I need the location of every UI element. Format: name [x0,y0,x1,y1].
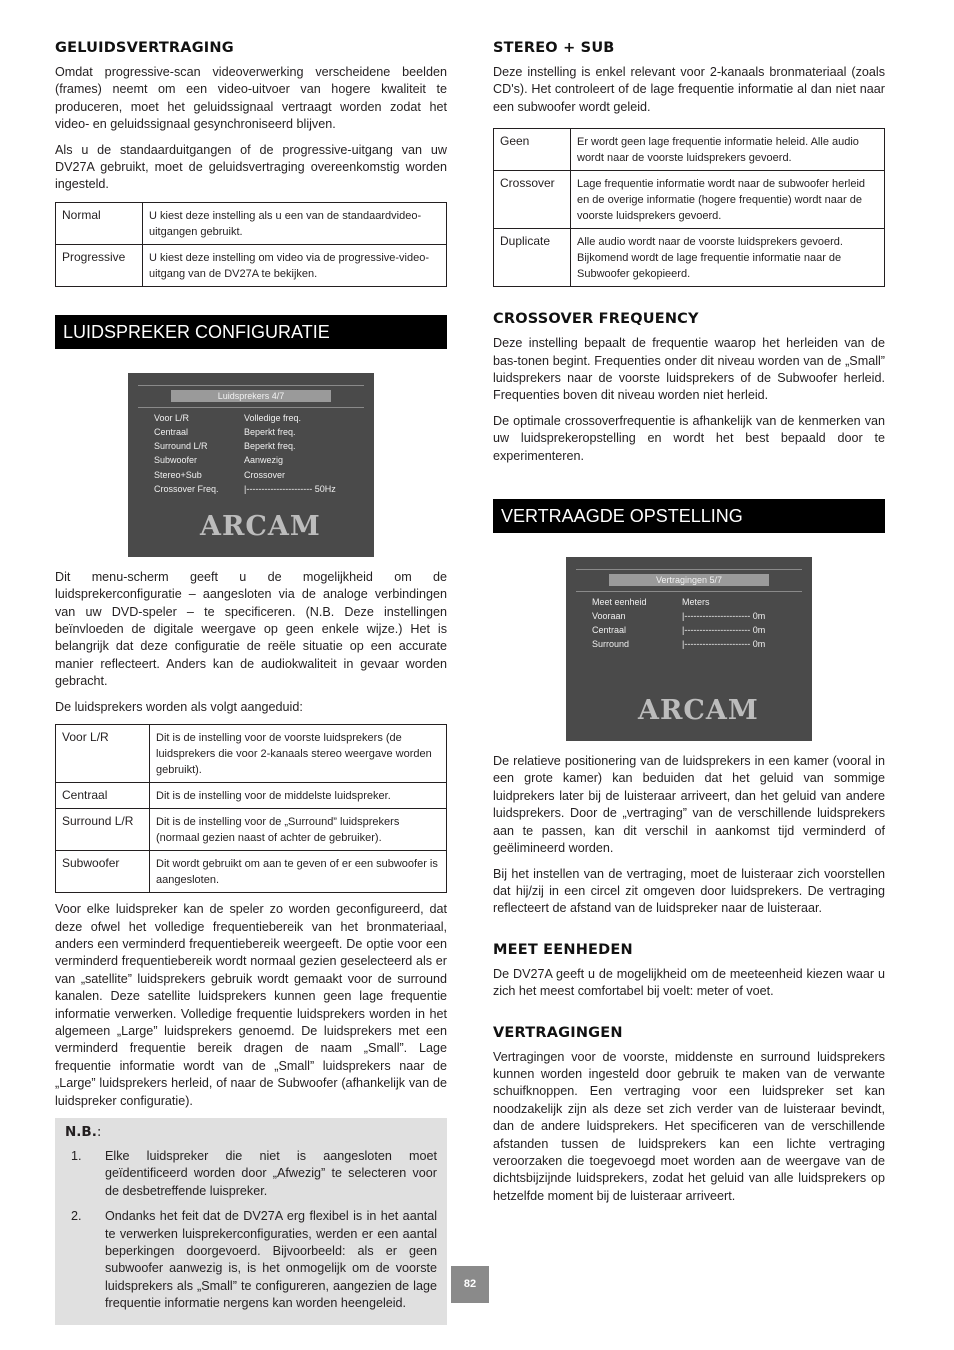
menu-row-value: Beperkt freq. [244,426,296,437]
menu-row-label: Surround [592,639,630,650]
list-item-number: 1. [71,1148,82,1163]
page-number: 82 [451,1266,489,1303]
speaker-legend-table [55,724,447,893]
menu-row-value: Crossover [244,469,286,480]
option-name: Crossover [494,171,571,229]
menu-row-value: Beperkt freq. [244,440,296,451]
menu-row-value: |---------------------- 50Hz [244,483,336,494]
note-box [55,1118,447,1325]
speaker-description: Dit is de instelling voor de voorste luidsprekers (de luidsprekers die voor 2-kanaals stereo weergave worden gebruikt). [150,725,447,783]
table-row [56,809,447,851]
option-name: Geen [494,129,571,171]
arcam-logo: ARCAM [638,695,759,727]
speaker-menu-screenshot [128,373,374,557]
right-column [493,40,885,1213]
menu-row-label: Stereo+Sub [154,469,202,480]
menu-row-value: |---------------------- 0m [682,625,766,636]
paragraph: Omdat progressive-scan videoverwerking verscheidene beelden (frames) neemt om een video-uitvoer van hogere kwaliteit te produceren, moet het geluidssignaal vertraagt worden zodat het video- en geluidssignaal gesynchroniseerd blijven. [55,65,447,132]
menu-row-value: Volledige freq. [244,412,302,423]
table-row [56,851,447,893]
section-heading-stereo-sub: STEREO + SUB [493,40,615,56]
paragraph: Bij het instellen van de vertraging, moet de luisteraar zich voorstellen dat hij/zij in een circel zit omgeven door luidsprekers. De vertraging reflecteert de afstand van de luidspreker naar de luisteraar. [493,866,885,916]
divider [576,569,802,570]
menu-row-label: Meet eenheid [592,597,647,608]
menu-row-value: |---------------------- 0m [682,639,766,650]
speaker-description: Dit wordt gebruikt om aan te geven of er een subwoofer is aangesloten. [150,851,447,893]
menu-title: Luidsprekers 4/7 [171,390,331,402]
menu-row-label: Subwoofer [154,454,198,465]
left-column [55,40,447,1325]
paragraph: De relatieve positionering van de luidsprekers in een kamer (vooral in een grote kamer) kan beduiden dat het geluid van sommige luidprekers later bij de luisteraar arriveert, dan het geluid van andere luidsprekers. Door de „vertraging” van de verschillende luidsprekers aan te passen, kan dit verschil in aankomst tijd verminderd of geëlimineerd worden. [493,754,885,856]
arcam-logo: ARCAM [200,510,321,542]
note-heading-text: N.B. [65,1123,97,1140]
table-row [494,229,885,287]
option-description: U kiest deze instelling als u een van de standaardvideo-uitgangen gebruikt. [143,202,447,244]
speaker-name: Centraal [56,783,150,809]
list-item [65,1208,437,1312]
option-name: Duplicate [494,229,571,287]
menu-title: Vertragingen 5/7 [609,574,769,586]
section-heading-crossover-frequency: CROSSOVER FREQUENCY [493,311,699,328]
table-row [56,244,447,286]
menu-row-value: |---------------------- 0m [682,611,766,622]
menu-row-label: Centraal [154,426,189,437]
list-item [65,1148,437,1200]
note-heading-suffix: : [96,1123,102,1140]
divider [138,407,364,408]
menu-row-label: Voor L/R [154,412,190,423]
option-name: Normal [56,202,143,244]
speaker-name: Surround L/R [56,809,150,851]
divider [576,591,802,592]
table-row [56,783,447,809]
option-description: Alle audio wordt naar de voorste luidsprekers gevoerd. Bijkomend wordt de lage frequentie informatie naar de Subwoofer gekopieerd. [571,229,885,287]
section-heading-meet-eenheden: MEET EENHEDEN [493,941,633,958]
menu-row-value: Aanwezig [244,454,284,465]
speaker-description: Dit is de instelling voor de „Surround” luidsprekers (normaal gezien naast of achter de gebruiker). [150,809,447,851]
paragraph: Deze instelling is enkel relevant voor 2-kanaals bronmateriaal (zoals CD's). Het controleert of de lage frequentie informatie al dan niet naar een subwoofer wordt geleid. [493,65,885,114]
list-item-text: Elke luidspreker die niet is aangesloten moet geïdentificeerd worden door „Afwezig” te selecteren voor de desbetreffende luispreker. [105,1148,437,1198]
option-description: Lage frequentie informatie wordt naar de subwoofer herleid en de overige informatie (hogere frequentie) wordt naar de voorste luidsprekers gevoerd. [571,171,885,229]
section-banner-vertraagde-opstelling: VERTRAAGDE OPSTELLING [493,499,885,533]
paragraph: Deze instelling bepaalt de frequentie waarop het herleiden van de bas-tonen begint. Frequenties onder dit niveau worden van de „Small” luidsprekers naar de voorste luidsprekers of de Subwoofer herleid. Frequenties boven dit niveau worden niet herleid. [493,336,885,403]
paragraph: De optimale crossoverfrequentie is afhankelijk van de kenmerken van uw luidsprekeropstelling en wordt het best bepaald door te experimenteren. [493,413,885,463]
speaker-name: Subwoofer [56,851,150,893]
menu-row-label: Vooraan [592,611,626,622]
audio-delay-table [55,202,447,287]
list-item-text: Ondanks het feit dat de DV27A erg flexibel is in het aantal te verwerken luisprekerconfiguraties, werden er een aantal beperkingen doorgevoerd. Bijvoorbeeld: als er geen subwoofer aanwezig is, is het onmogelijk om de voorste luidsprekers als „Small” te configureren, aangezien de lage frequentie informatie nergens kan worden heengeleid. [105,1209,437,1311]
list-item-number: 2. [71,1209,82,1224]
paragraph: Voor elke luidspreker kan de speler zo worden geconfigureerd, dat deze ofwel het volledige frequentiebereik van het bronmateriaal, anders een verminderd frequentiebereik weergeeft. De optie voor een verminderd frequentiebereik wordt normaal gezien geselecteerd als er van „satellite” luidsprekers gebruik wordt gemaakt voor de surround kanalen. Deze satellite luidsprekers kunnen geen lage frequentie informatie verwerken. Volledige frequentie luidsprekers worden in het algemeen „Large” luidsprekers genoemd. De luidsprekers met een verminderd frequentie bereik dragen de naam „Small”. Lage frequentie informatie wordt van de „Small” luidsprekers naar de „Large” luidsprekers herleid, of naar de Subwoofer (afhankelijk van de luidspreker configuratie). [55,902,447,1108]
section-banner-luidspreker-configuratie: LUIDSPREKER CONFIGURATIE [55,315,447,349]
table-row [56,202,447,244]
section-heading-geluidsvertraging: GELUIDSVERTRAGING [55,40,234,56]
table-row [56,725,447,783]
option-name: Progressive [56,244,143,286]
note-list [65,1148,437,1313]
divider [138,385,364,386]
delay-menu-screenshot [566,557,812,741]
speaker-description: Dit is de instelling voor de middelste luidspreker. [150,783,447,809]
speaker-name: Voor L/R [56,725,150,783]
menu-row-label: Centraal [592,625,627,636]
option-description: Er wordt geen lage frequentie informatie heleid. Alle audio wordt naar de voorste luidsprekers gevoerd. [571,129,885,171]
section-heading-vertragingen: VERTRAGINGEN [493,1024,623,1041]
option-description: U kiest deze instelling om video via de progressive-video-uitgang van de DV27A te bekijken. [143,244,447,286]
paragraph: Dit menu-scherm geeft u de mogelijkheid om de luidsprekerconfiguratie – aangesloten via de analoge verbindingen van uw DVD-speler – te specificeren. (N.B. Deze instellingen beïnvloeden de digitale weergave op geen enkele wijze.) Het is belangrijk dat deze configuratie de reële situatie op een accurate manier reflecteert. Anders kan de audiokwaliteit in gevaar worden gebracht. [55,569,447,689]
paragraph: Als u de standaarduitgangen of de progressive-uitgang van uw DV27A gebruikt, moet de geluidsvertraging overeenkomstig worden ingesteld. [55,142,447,192]
note-heading [65,1124,437,1140]
paragraph: De DV27A geeft u de mogelijkheid om de meeteenheid kiezen waar u zich het meest comfortabel bij voelt: meter of voet. [493,966,885,999]
paragraph: Vertragingen voor de voorste, middenste en surround luidsprekers kunnen worden ingesteld door gebruik te maken van de verwante schuifknoppen. Een vertraging voor een luidspreker set kan noodzakelijk zijn als deze set zich verder van de luisteraar bevindt, dan de andere luidsprekers. Het specificeren van de verschillende afstanden tussen de luidsprekers kan een lichte vertraging veroorzaken die toegevoegd moet worden aan de weergave van de dichtsbijzijnde luidsprekers, zodat het geluid van alle luidsprekers op hetzelfde moment bij de luisteraar arriveert. [493,1049,885,1203]
table-row [494,171,885,229]
stereo-sub-table [493,128,885,287]
table-row [494,129,885,171]
paragraph: De luidsprekers worden als volgt aangeduid: [55,699,303,714]
menu-row-label: Crossover Freq. [154,483,219,494]
menu-row-value: Meters [682,597,710,608]
menu-row-label: Surround L/R [154,440,208,451]
